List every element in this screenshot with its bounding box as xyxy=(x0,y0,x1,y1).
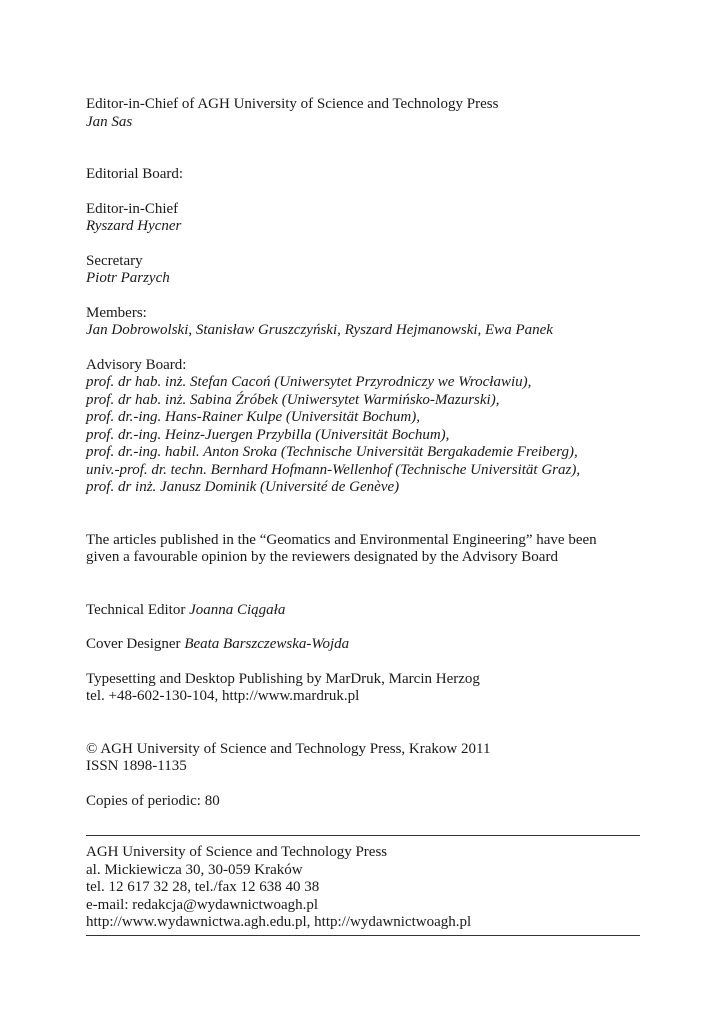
advisory-board-heading: Advisory Board: xyxy=(86,356,187,373)
review-statement xyxy=(86,532,640,567)
technical-editor-name: Joanna Ciągała xyxy=(189,601,286,618)
technical-editor-section xyxy=(86,602,640,620)
copyright-notice: © AGH University of Science and Technology Press, Krakow 2011 xyxy=(86,740,491,757)
editor-in-chief-label: Editor-in-Chief xyxy=(86,200,179,217)
press-editor-name: Jan Sas xyxy=(86,113,133,130)
secretary-label: Secretary xyxy=(86,252,143,269)
advisory-board-section xyxy=(86,357,640,497)
press-editor-section xyxy=(86,96,640,131)
secretary-section xyxy=(86,253,640,288)
issn: ISSN 1898-1135 xyxy=(86,758,187,774)
publisher-address: al. Mickiewicza 30, 30-059 Kraków xyxy=(86,861,303,878)
publisher-email[interactable]: e-mail: redakcja@wydawnictwoagh.pl xyxy=(86,896,319,913)
advisory-member: prof. dr.-ing. Hans-Rainer Kulpe (Universität Bochum), xyxy=(86,409,420,425)
editorial-board-heading-section xyxy=(86,166,640,184)
advisory-member: prof. dr.-ing. habil. Anton Sroka (Technische Universität Bergakademie Freiberg), xyxy=(86,444,578,460)
typesetting-section xyxy=(86,671,640,706)
publisher-name: AGH University of Science and Technology Press xyxy=(86,844,388,860)
typesetting-credit: Typesetting and Desktop Publishing by MarDruk, Marcin Herzog xyxy=(86,670,480,687)
footer-bottom-divider xyxy=(86,935,640,936)
technical-editor-label: Technical Editor xyxy=(86,601,186,618)
editor-in-chief-name: Ryszard Hycner xyxy=(86,218,182,234)
publisher-phone: tel. 12 617 32 28, tel./fax 12 638 40 38 xyxy=(86,879,320,895)
members-label: Members: xyxy=(86,304,147,321)
advisory-member: prof. dr.-ing. Heinz-Juergen Przybilla (Universität Bochum), xyxy=(86,426,450,443)
review-statement-line: given a favourable opinion by the reviewers designated by the Advisory Board xyxy=(86,549,558,565)
editor-in-chief-section xyxy=(86,201,640,236)
copies-section xyxy=(86,793,640,811)
press-editor-title: Editor-in-Chief of AGH University of Science and Technology Press xyxy=(86,96,499,112)
imprint-page xyxy=(86,96,640,936)
advisory-member: prof. dr inż. Janusz Dominik (Université de Genève) xyxy=(86,479,400,495)
secretary-name: Piotr Parzych xyxy=(86,270,170,286)
copyright-section xyxy=(86,741,640,776)
copies-count: Copies of periodic: 80 xyxy=(86,792,220,809)
publisher-footer xyxy=(86,836,640,935)
advisory-member: univ.-prof. dr. techn. Bernhard Hofmann-Wellenhof (Technische Universität Graz), xyxy=(86,461,581,478)
advisory-member: prof. dr hab. inż. Stefan Cacoń (Uniwersytet Przyrodniczy we Wrocławiu), xyxy=(86,374,532,390)
members-section xyxy=(86,305,640,340)
cover-designer-label: Cover Designer xyxy=(86,636,181,652)
cover-designer-name: Beata Barszczewska-Wojda xyxy=(184,636,350,652)
editorial-board-heading: Editorial Board: xyxy=(86,166,184,182)
advisory-member: prof. dr hab. inż. Sabina Źróbek (Uniwersytet Warmińsko-Mazurski), xyxy=(86,391,500,408)
typesetting-contact: tel. +48-602-130-104, http://www.mardruk.pl xyxy=(86,688,360,704)
publisher-websites[interactable]: http://www.wydawnictwa.agh.edu.pl, http://wydawnictwoagh.pl xyxy=(86,914,472,930)
review-statement-line: The articles published in the “Geomatics and Environmental Engineering” have been xyxy=(86,531,597,548)
cover-designer-section xyxy=(86,636,640,654)
members-names: Jan Dobrowolski, Stanisław Gruszczyński, Ryszard Hejmanowski, Ewa Panek xyxy=(86,322,553,338)
